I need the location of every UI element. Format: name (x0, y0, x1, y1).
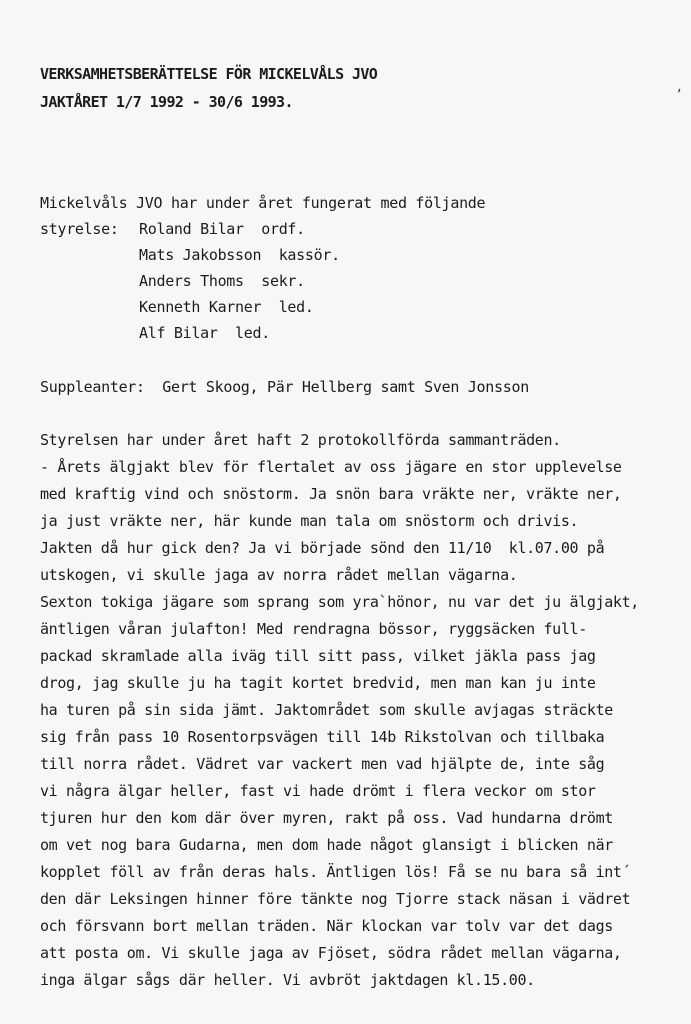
body-line: Sexton tokiga jägare som sprang som yra`hönor, nu var det ju älgjakt, (40, 593, 639, 611)
board-member: Kenneth Karner led. (139, 298, 314, 316)
body-line: äntligen våran julafton! Med rendragna bössor, ryggsäcken full- (40, 620, 587, 638)
body-line: om vet nog bara Gudarna, men dom hade något glansigt i blicken när (40, 836, 613, 854)
board-row (40, 320, 485, 346)
heading-period: JAKTÅRET 1/7 1992 - 30/6 1993. (40, 93, 293, 111)
body-line: och försvann bort mellan träden. När klockan var tolv var det dags (40, 917, 613, 935)
body-line: - Årets älgjakt blev för flertalet av oss jägare en stor upplevelse (40, 458, 622, 476)
board-member: Mats Jakobsson kassör. (139, 246, 340, 264)
margin-mark: , (675, 80, 683, 94)
body-line: till norra rådet. Vädret var vackert men vad hjälpte de, inte såg (40, 755, 605, 773)
body-line: kopplet föll av från deras hals. Äntligen lös! Få se nu bara så int´ (40, 863, 631, 881)
body-line: att posta om. Vi skulle jaga av Fjöset, södra rådet mellan vägarna, (40, 944, 622, 962)
board-section (40, 190, 485, 346)
body-line: den där Leksingen hinner före tänkte nog Tjorre stack näsan i vädret (40, 890, 631, 908)
board-row (40, 268, 485, 294)
report-body (40, 427, 690, 994)
body-line: Styrelsen har under året haft 2 protokollförda sammanträden. (40, 431, 561, 449)
body-line: sig från pass 10 Rosentorpsvägen till 14b Rikstolvan och tillbaka (40, 728, 605, 746)
board-row (40, 242, 485, 268)
board-member: Alf Bilar led. (139, 324, 270, 342)
board-row (40, 216, 485, 242)
body-line: inga älgar sågs där heller. Vi avbröt jaktdagen kl.15.00. (40, 971, 535, 989)
body-line: packad skramlade alla iväg till sitt pass, vilket jäkla pass jag (40, 647, 596, 665)
board-label: styrelse: (40, 220, 119, 238)
board-member: Anders Thoms sekr. (139, 272, 305, 290)
board-member: Roland Bilar ordf. (139, 220, 305, 238)
body-line: med kraftig vind och snöstorm. Ja snön bara vräkte ner, vräkte ner, (40, 485, 622, 503)
body-line: ha turen på sin sida jämt. Jaktområdet som skulle avjagas sträckte (40, 701, 613, 719)
board-row (40, 294, 485, 320)
heading-title: VERKSAMHETSBERÄTTELSE FÖR MICKELVÅLS JVO (40, 65, 378, 83)
body-line: vi några älgar heller, fast vi hade drömt i flera veckor om stor (40, 782, 596, 800)
body-line: Jakten då hur gick den? Ja vi började sönd den 11/10 kl.07.00 på (40, 539, 605, 557)
body-line: drog, jag skulle ju ha tagit kortet bredvid, men man kan ju inte (40, 674, 596, 692)
body-line: utskogen, vi skulle jaga av norra rådet mellan vägarna. (40, 566, 518, 584)
alternates-line: Suppleanter: Gert Skoog, Pär Hellberg samt Sven Jonsson (40, 378, 529, 396)
body-line: ja just vräkte ner, här kunde man tala om snöstorm och drivis. (40, 512, 579, 530)
report-heading (40, 60, 377, 116)
body-line: tjuren hur den kom där över myren, rakt på oss. Vad hundarna drömt (40, 809, 613, 827)
board-intro-sentence: Mickelvåls JVO har under året fungerat med följande (40, 194, 486, 212)
